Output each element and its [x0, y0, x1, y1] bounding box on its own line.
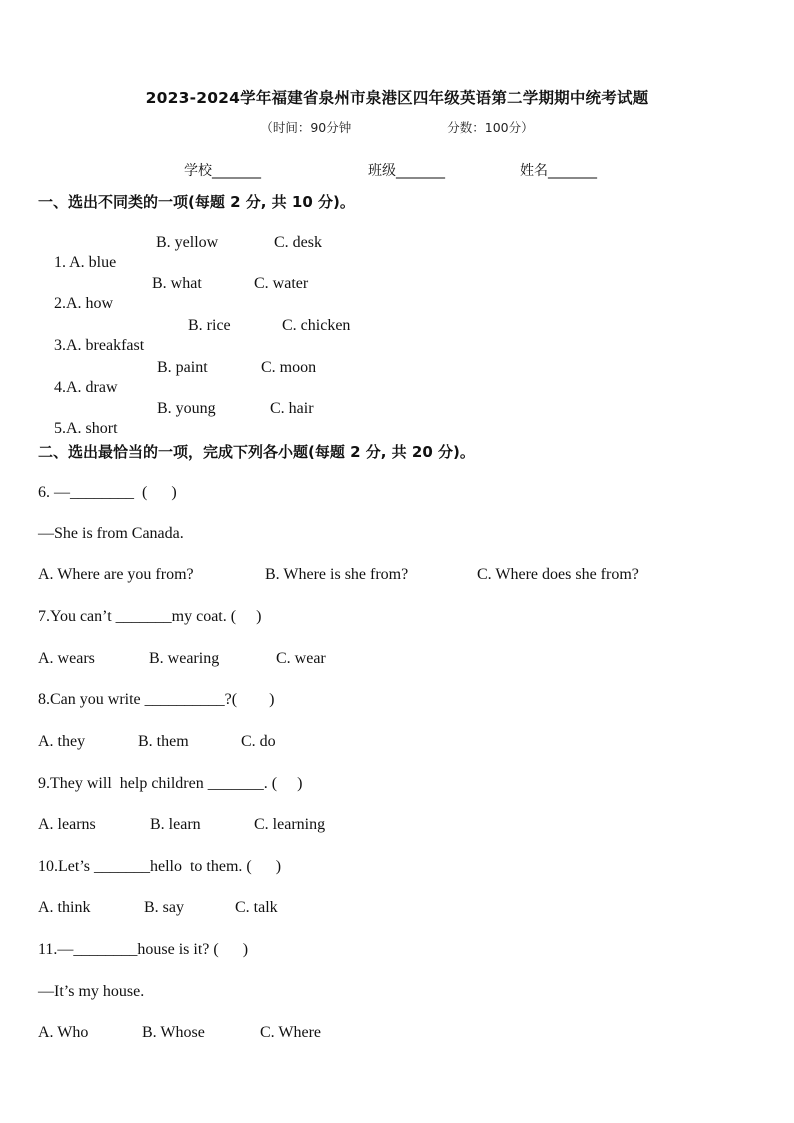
option-b: B. them — [138, 733, 189, 750]
page-title: 2023-2024学年福建省泉州市泉港区四年级英语第二学期期中统考试题 — [145, 89, 649, 107]
question-10-stem: 10.Let’s _______hello to them. ( ) — [38, 858, 282, 875]
question-9-stem: 9.They will help children _______. ( ) — [38, 775, 303, 792]
exam-info — [0, 118, 794, 136]
option-b: B. Whose — [142, 1024, 205, 1041]
question-6-stem: 6. —________ ( ) — [38, 484, 177, 501]
option-a: A. think — [38, 899, 91, 916]
option-b: B. say — [144, 899, 184, 916]
option-b: B. young — [157, 400, 216, 417]
class-field: 班级_______ — [368, 163, 445, 179]
option-b: B. Where is she from? — [265, 566, 409, 583]
option-a: 2.A. how — [54, 295, 114, 312]
option-b: B. wearing — [149, 650, 220, 667]
option-a: A. wears — [38, 650, 95, 667]
option-a: 4.A. draw — [54, 379, 118, 396]
section-heading: 一、选出不同类的一项(每题 2 分, 共 10 分)。 — [38, 193, 355, 211]
option-c: C. moon — [261, 359, 317, 376]
option-c: C. talk — [235, 899, 278, 916]
option-c: C. hair — [270, 400, 314, 417]
option-c: C. Where — [260, 1024, 322, 1041]
option-a: A. learns — [38, 816, 96, 833]
question-11-stem: 11.—________house is it? ( ) — [38, 941, 249, 958]
school-field: 学校_______ — [184, 163, 261, 179]
option-b: B. paint — [157, 359, 208, 376]
option-a: A. they — [38, 733, 86, 750]
name-field: 姓名_______ — [520, 163, 597, 179]
option-b: B. what — [152, 275, 202, 292]
option-a: 1. A. blue — [54, 254, 117, 271]
time-info: （时间：90分钟 — [260, 120, 352, 135]
option-a: 3.A. breakfast — [54, 337, 145, 354]
option-c: C. wear — [276, 650, 326, 667]
question-8-stem: 8.Can you write __________?( ) — [38, 691, 275, 708]
section-heading: 二、选出最恰当的一项，完成下列各小题(每题 2 分, 共 20 分)。 — [38, 443, 475, 461]
question-11-reply: —It’s my house. — [38, 983, 145, 1000]
option-b: B. rice — [188, 317, 231, 334]
option-b: B. yellow — [156, 234, 219, 251]
option-c: C. water — [254, 275, 309, 292]
option-a: 5.A. short — [54, 420, 118, 437]
option-c: C. learning — [254, 816, 326, 833]
option-c: C. Where does she from? — [477, 566, 639, 583]
option-c: C. desk — [274, 234, 322, 251]
option-a: A. Who — [38, 1024, 89, 1041]
option-b: B. learn — [150, 816, 201, 833]
question-6-reply: —She is from Canada. — [38, 525, 184, 542]
question-7-stem: 7.You can’t _______my coat. ( ) — [38, 608, 262, 625]
option-a: A. Where are you from? — [38, 566, 194, 583]
score-info: 分数：100分） — [447, 120, 534, 135]
option-c: C. chicken — [282, 317, 351, 334]
option-c: C. do — [241, 733, 276, 750]
